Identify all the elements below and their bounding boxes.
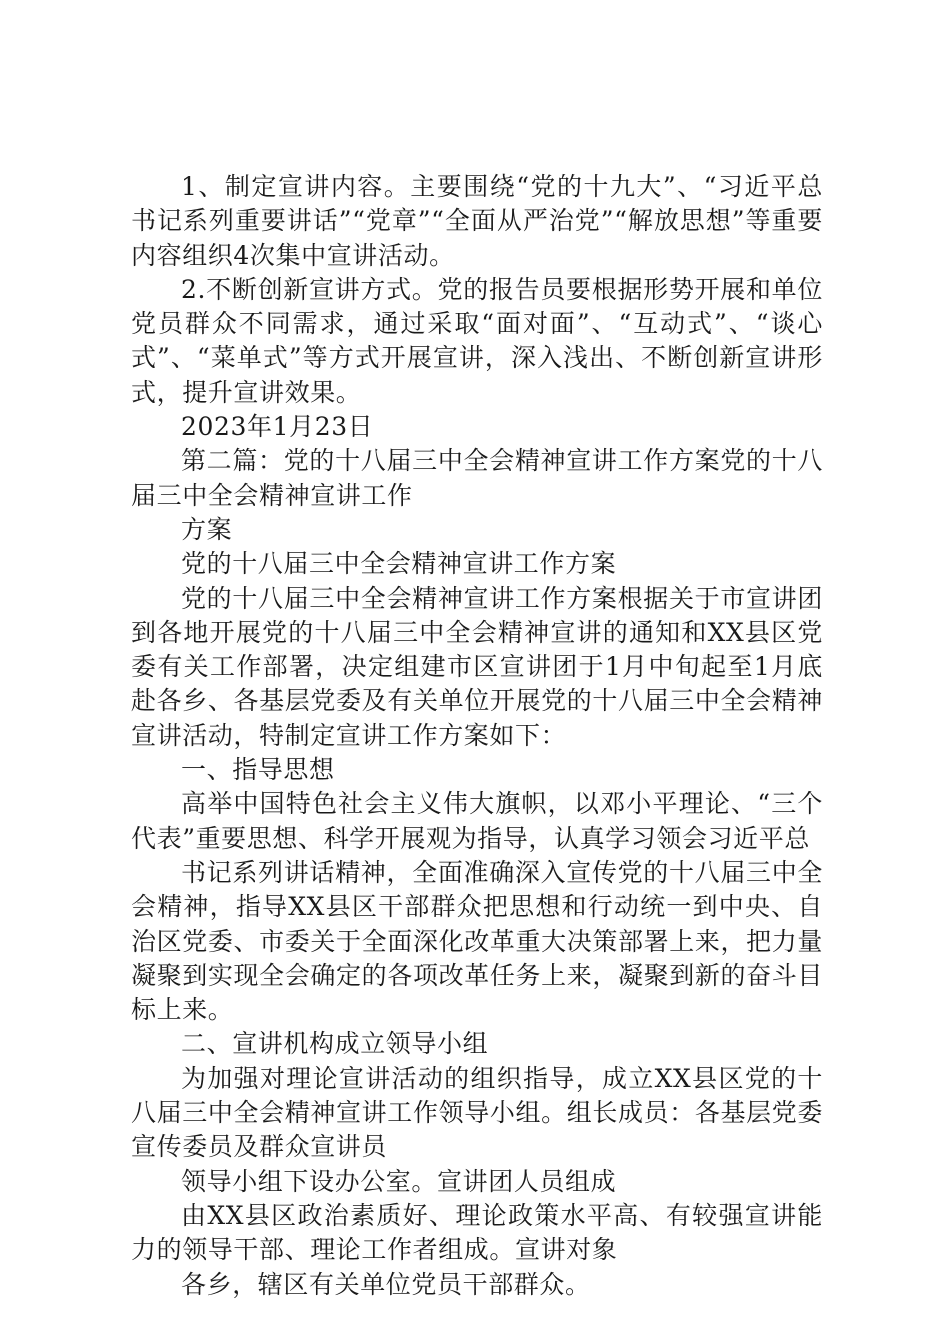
paragraph-2: 2.不断创新宣讲方式。党的报告员要根据形势开展和单位党员群众不同需求，通过采取“面对面”、“互动式”、“谈心式”、“菜单式”等方式开展宣讲，深入浅出、不断创新宣讲形式，提升宣讲效果。 — [131, 274, 823, 407]
paragraph-intro: 党的十八届三中全会精神宣讲工作方案根据关于市宣讲团到各地开展党的十八届三中全会精神宣讲的通知和XX县区党委有关工作部署，决定组建市区宣讲团于1月中旬起至1月底赴各乡、各基层党委及有关单位开展党的十八届三中全会精神宣讲活动，特制定宣讲工作方案如下： — [131, 583, 823, 750]
paragraph-guiding-1: 高举中国特色社会主义伟大旗帜，以邓小平理论、“三个代表”重要思想、科学开展观为指导，认真学习领会习近平总 — [131, 789, 823, 853]
paragraph-guiding-2: 书记系列讲话精神，全面准确深入宣传党的十八届三中全会精神，指导XX县区干部群众把思想和行动统一到中央、自治区党委、市委关于全面深化改革重大决策部署上来，把力量凝聚到实现全会确定的各项改革任务上来，凝聚到新的奋斗目标上来。 — [131, 857, 823, 1025]
paragraph-composition: 由XX县区政治素质好、理论政策水平高、有较强宣讲能力的领导干部、理论工作者组成。宣讲对象 — [131, 1200, 823, 1265]
paragraph-1: 1、制定宣讲内容。主要围绕“党的十九大”、“习近平总书记系列重要讲话”“党章”“全面从严治党”“解放思想”等重要内容组织4次集中宣讲活动。 — [131, 172, 823, 270]
plan-title: 党的十八届三中全会精神宣讲工作方案 — [181, 549, 617, 579]
paragraph-audience: 各乡，辖区有关单位党员干部群众。 — [181, 1269, 591, 1299]
paragraph-office: 领导小组下设办公室。宣讲团人员组成 — [181, 1166, 617, 1196]
document-body — [131, 170, 823, 1302]
paragraph-organization: 为加强对理论宣讲活动的组织指导，成立XX县区党的十八届三中全会精神宣讲工作领导小组。组长成员：各基层党委宣传委员及群众宣讲员 — [131, 1063, 823, 1162]
section-title-continued: 方案 — [181, 514, 233, 544]
heading-guiding-ideology: 一、指导思想 — [181, 755, 335, 785]
date-line: 2023年1月23日 — [181, 412, 374, 442]
heading-organization: 二、宣讲机构成立领导小组 — [181, 1029, 489, 1059]
section-title: 第二篇：党的十八届三中全会精神宣讲工作方案党的十八届三中全会精神宣讲工作 — [131, 446, 823, 510]
